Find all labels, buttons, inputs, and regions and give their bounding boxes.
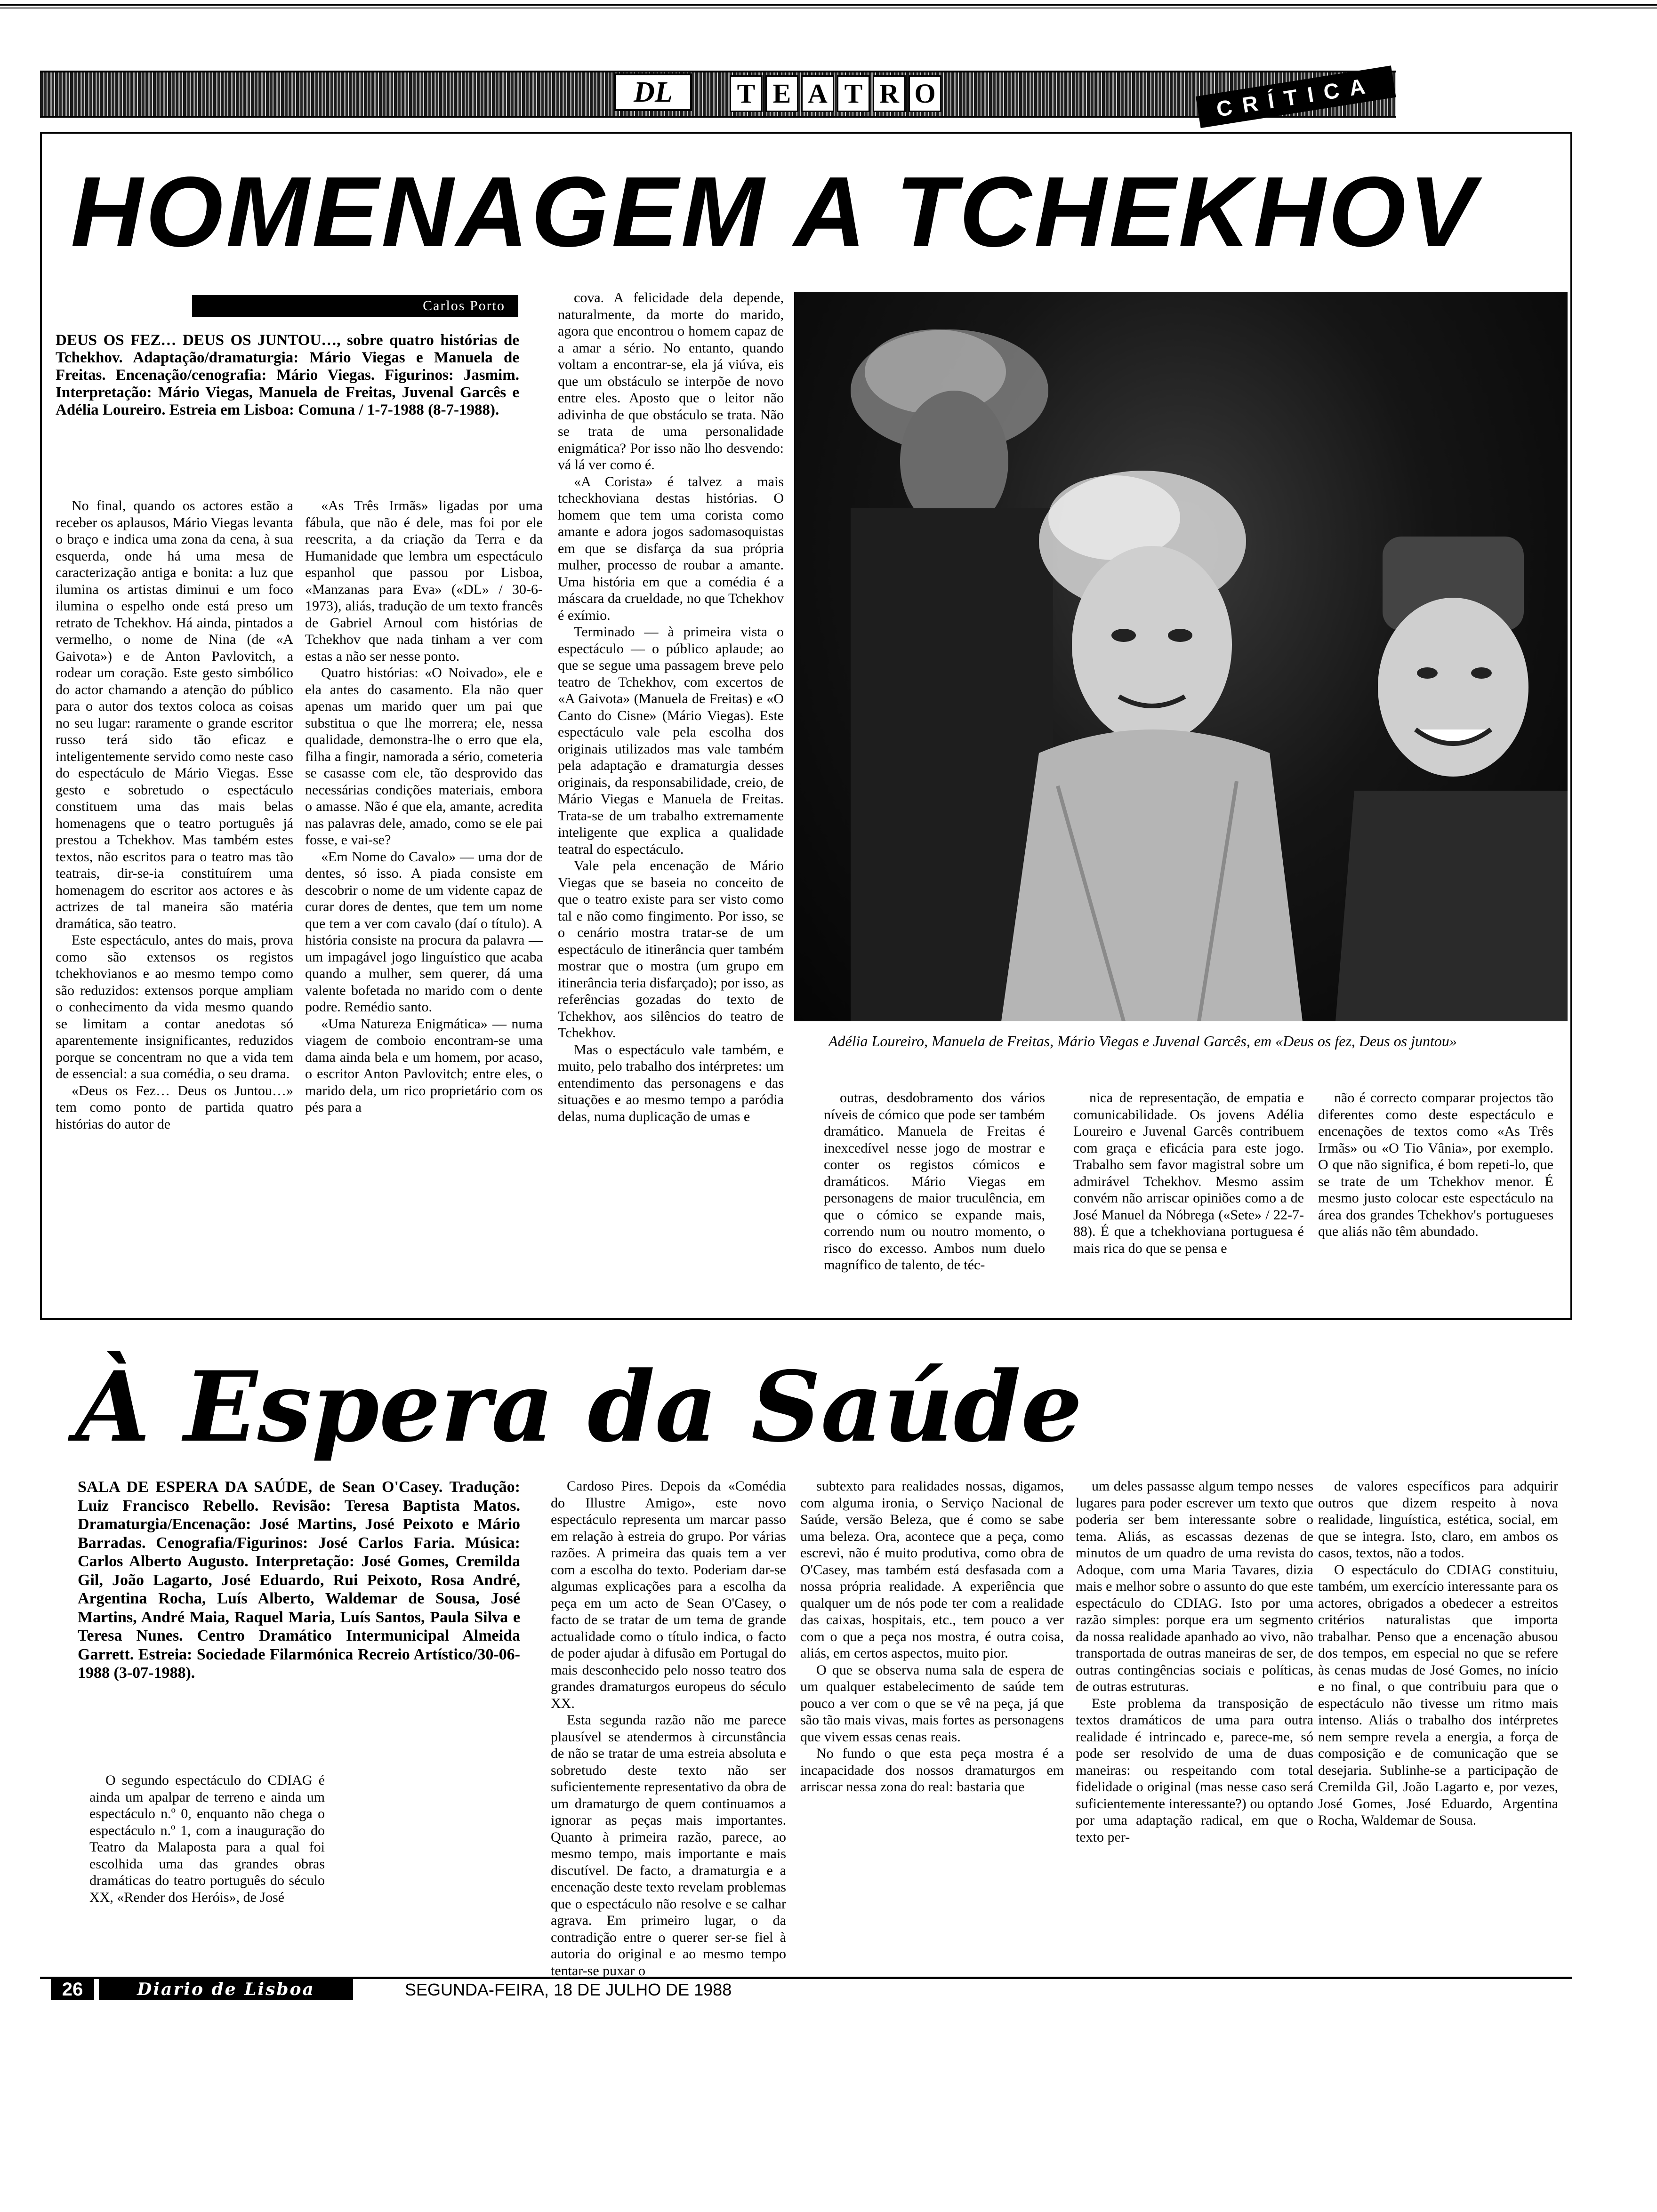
article-paragraph: outras, desdobramento dos vários níveis de cómico que pode ser também dramático. Manuela de Freitas é inexcedível nesse jogo de mostrar e conter os registos cómicos e dramáticos. Mário Viegas em personagens de maior truculência, em que o cómico se expande mais, correndo num ou noutro momento, o risco do excesso. Ambos num duelo magnífico de talento, de téc- — [824, 1090, 1045, 1273]
article-paragraph: Cardoso Pires. Depois da «Comédia do Illustre Amigo», este novo espectáculo representa um marcar passo em relação à estreia do grupo. Por várias razões. A primeira das quais tem a ver com a escolha do texto. Poderiam dar-se algumas explicações para a escolha da peça em um acto de Sean O'Casey, o facto de se tratar de um tema de grande actualidade como o título indica, o facto de poder ajudar à difusão em Portugal do mais desconhecido pelo nosso teatro dos grandes dramaturgos europeus do século XX. — [551, 1478, 786, 1711]
article-paragraph: nica de representação, de empatia e comunicabilidade. Os jovens Adélia Loureiro e Juvenal Garcês contribuem com graça e eficácia para este jogo. Trabalho sem favor magistral sobre um admirável Tchekhov. Mesmo assim convém não arriscar opiniões como a de José Manuel da Nóbrega («Sete» / 22-7-88). É que a tchekhoviana portuguesa é mais rica do que se pensa e — [1073, 1090, 1304, 1256]
article-paragraph: O segundo espectáculo do CDIAG é ainda um apalpar de terreno e ainda um espectáculo n.º 0, enquanto não chega o espectáculo n.º 1, com a inauguração do Teatro da Malaposta para a qual foi escolhida uma das grandes obras dramáticas do teatro português do século XX, «Render dos Heróis», de José — [89, 1772, 325, 1905]
article-paragraph: O que se observa numa sala de espera de um qualquer estabelecimento de saúde tem pouco a ver com o que se vê na peça, já que são tão mais vivas, mais fortes as personagens que vivem essas cenas reais. — [800, 1662, 1064, 1745]
section-band — [40, 71, 1396, 118]
article-column — [800, 1478, 1064, 1972]
article-paragraph: No fundo o que esta peça mostra é a incapacidade dos nossos dramaturgos em arriscar nessa zona do real: bastaria que — [800, 1746, 1064, 1795]
article-paragraph: de valores específicos para adquirir outros que dizem respeito à nova realidade, linguística, estética, social, em que se integra. Isto, claro, em ambos os casos, textos, não a todos. — [1318, 1478, 1558, 1561]
article-headline: À Espera da Saúde — [75, 1351, 1083, 1464]
section-title-letter: O — [909, 75, 941, 112]
article-paragraph: um deles passasse algum tempo nesses lugares para poder escrever um texto que poderia ser bem interessante sobre o tema. Aliás, as escassas dezenas de minutos de um quadro de uma revista do Adoque, com uma Maria Tavares, dizia mais e melhor sobre o assunto do que este espectáculo do CDIAG. Isto por uma razão simples: porque era um segmento da nossa realidade apanhado ao vivo, não transportada de outras maneiras de ser, de outras contingências sociais e políticas, de outras estruturas. — [1076, 1478, 1313, 1694]
photo-caption: Adélia Loureiro, Manuela de Freitas, Mário Viegas e Juvenal Garcês, em «Deus os fez, Deus os juntou» — [828, 1033, 1457, 1050]
article-headline: HOMENAGEM A TCHEKHOV — [71, 156, 1478, 267]
article-paragraph: «Uma Natureza Enigmática» — numa viagem de comboio encontram-se uma dama ainda bela e um homem, por acaso, o escritor Anton Pavlovitch; entre eles, o marido dela, um rico proprietário com os pés para a — [305, 1016, 543, 1115]
article-paragraph: «Deus os Fez… Deus os Juntou…» tem como ponto de partida quatro histórias do autor de — [56, 1082, 293, 1132]
article-column — [1073, 1090, 1304, 1320]
article-paragraph: subtexto para realidades nossas, digamos, com alguma ironia, o Serviço Nacional de Saúde, versão Beleza, que é como se sabe uma beleza. Ora, acontece que a peça, como escrevi, não é muito produtiva, como obra de O'Casey, mas também está desfasada com a nossa própria realidade. A experiência que qualquer um de nós pode ter com a realidade das caixas, hospitais, etc., tem pouco a ver com o que a peça nos mostra, é outra coisa, aliás, em certos aspectos, muito pior. — [800, 1478, 1064, 1661]
article-paragraph: não é correcto comparar projectos tão diferentes como deste espectáculo e encenações de textos como «As Três Irmãs» ou «O Tio Vânia», por exemplo. O que não significa, é bom repeti-lo, que se trate de um Tchekhov menor. É mesmo justo colocar este espectáculo na área dos grandes Tchekhov's portugueses que aliás não têm abundado. — [1318, 1090, 1553, 1239]
article-column — [334, 1772, 555, 1970]
section-title-letter: R — [873, 75, 906, 112]
article-paragraph: Terminado — à primeira vista o espectáculo — o público aplaude; ao que se segue uma passagem breve pelo teatro de Tchekhov, com excertos de «A Gaivota» (Manuela de Freitas) e «O Canto do Cisne» (Mário Viegas). Este espectáculo vale pela escolha dos originais utilizados mas vale também pela adaptação e dramaturgia desses originais, da responsabilidade, creio, de Mário Viegas e Manuela de Freitas. Trata-se de um trabalho extremamente inteligente que explica a qualidade teatral do espectáculo. — [558, 624, 784, 857]
article-paragraph: Este espectáculo, antes do mais, prova como são extensos os registos tchekhovianos e ao mesmo tempo como são reduzidos: extensos porque ampliam o conhecimento da vida mesmo quando se limitam a contar anedotas só aparentemente insignificantes, reduzidos porque se concentram no que a vida tem de essencial: a sua comédia, o seu drama. — [56, 932, 293, 1082]
critica-ribbon: CRÍTICA — [1196, 65, 1396, 128]
article-paragraph: No final, quando os actores estão a receber os aplausos, Mário Viegas levanta o braço e indica uma zona da cena, à sua esquerda, onde há uma mesa de caracterização antiga e bonita: a luz que ilumina os artistas diminui e um foco ilumina o espelho onde está preso um retrato de Tchekhov. Há ainda, pintados a vermelho, o nome de Nina (de «A Gaivota») e de Anton Pavlovitch, a rodear um coração. Este gesto simbólico do actor chamando a atenção do público para o autor dos textos coloca as coisas no seu lugar: raramente o grande escritor russo terá sido tão eficaz e inteligentemente servido como neste caso do espectáculo de Mário Viegas. Esse gesto e sobretudo o espectáculo constituem uma das mais belas homenagens que o teatro português já prestou a Tchekhov. Mas também estes textos, não escritos para o teatro mas tão teatrais, dir-se-ia constituírem uma homenagem do escritor aos actores e às actrizes de tal maneira são matéria dramática, são teatro. — [56, 498, 293, 931]
article-column — [56, 497, 293, 1321]
article-paragraph: Quatro histórias: «O Noivado», ele e ela antes do casamento. Ela não quer apenas um marido quer um pai que substitua o que lhe morrera; ele, nessa qualidade, demonstra-lhe o erro que ela, filha a fingir, namorada a sério, cometeria se casasse com ele, tão desprovido das necessárias condições materiais, embora o amasse. Não é que ela, amante, acredita nas palavras dele, amado, como se ele pai fosse, e vai-se? — [305, 665, 543, 848]
article-column — [824, 1090, 1045, 1320]
article-column — [551, 1478, 786, 1979]
article-column — [89, 1772, 325, 1970]
section-title-letter: A — [801, 75, 834, 112]
section-title-letter: T — [730, 75, 763, 112]
page-number: 26 — [51, 1979, 94, 2000]
section-title-letter: E — [765, 75, 798, 112]
article-paragraph: cova. A felicidade dela depende, naturalmente, da morte do marido, agora que encontrou o homem capaz de a amar a sério. No entanto, quando voltam a encontrar-se, ela já viúva, eis que um obstáculo se interpõe de novo entre eles. Aposto que o leitor não adivinha de que obstáculo se trata. Não se trata de uma personalidade enigmática? Por isso não lho desvendo: vá lá ver como é. — [558, 290, 784, 473]
article-paragraph: O espectáculo do CDIAG constituiu, também, um exercício interessante para os actores, obrigados a obedecer a estreitos critérios naturalistas que importa trabalhar. Penso que a encenação abusou dos tempos, em especial no que se refere às cenas mudas de José Gomes, no início e no final, o que contribuiu para que o espectáculo não tivesse um ritmo mais intenso. Aliás o trabalho dos intérpretes nem sempre revela a energia, a força de composição e de comunicação que se desejaria. Sublinhe-se a participação de Cremilda Gil, João Lagarto e, por vezes, José Gomes, José Eduardo, Argentina Rocha, Waldemar de Sousa. — [1318, 1562, 1558, 1828]
article-paragraph: Mas o espectáculo vale também, e muito, pelo trabalho dos intérpretes: um entendimento das personagens e das situações e ao mesmo tempo a paródia delas, numa duplicação de umas e — [558, 1042, 784, 1124]
byline: Carlos Porto — [192, 295, 518, 317]
masthead: Diario de Lisboa — [99, 1979, 353, 2000]
article-column — [1076, 1478, 1313, 1972]
article-paragraph: Este problema da transposição de textos dramáticos de uma para outra realidade é intrincado e, parece-me, só pode ser resolvido de uma de duas maneiras: ou respeitando com total fidelidade o original (mas nesse caso será suficientemente interessante?) ou optando por uma adaptação radical, em que o texto per- — [1076, 1695, 1313, 1845]
article-paragraph: «Em Nome do Cavalo» — uma dor de dentes, só isso. A piada consiste em descobrir o nome de um vidente capaz de curar dores de dentes, que tem um nome que tem a ver com cavalo (daí o título). A história consiste na procura da palavra — um impagável jogo linguístico que acaba quando a mulher, sem querer, dá uma valente bofetada no marido com o dente podre. Remédio santo. — [305, 849, 543, 1015]
article-column — [558, 289, 784, 1320]
article-column — [1318, 1090, 1553, 1320]
issue-date: SEGUNDA-FEIRA, 18 DE JULHO DE 1988 — [405, 1980, 732, 1999]
section-title-letter: T — [837, 75, 870, 112]
article-paragraph: Esta segunda razão não me parece plausível se atendermos à circunstância de não se tratar de uma estreia absoluta e sobretudo deste texto não ser suficientemente representativo da obra de um dramaturgo de quem continuamos a ignorar as peças mais importantes. Quanto à primeira razão, parece, ao mesmo tempo, mais importante e mais discutível. De facto, a dramaturgia e a encenação deste texto revelam problemas que o espectáculo não resolve e se calhar agrava. Em primeiro lugar, o da contradição entre o querer ser-se fiel à autoria do original e ao mesmo tempo tentar-se puxar o — [551, 1712, 786, 1979]
article-credits: SALA DE ESPERA DA SAÚDE, de Sean O'Casey. Tradução: Luiz Francisco Rebello. Revisão: Teresa Baptista Matos. Dramaturgia/Encenação: José Martins, José Peixoto e Mário Barradas. Cenografia/Figurinos: José Carlos Faria. Música: Carlos Alberto Augusto. Interpretação: José Gomes, Cremilda Gil, João Lagarto, José Eduardo, Rui Peixoto, Rosa André, Argentina Rocha, Luís Alberto, Waldemar de Sousa, José Martins, André Maia, Raquel Maria, Luís Santos, Paula Silva e Teresa Nunes. Centro Dramático Intermunicipal Almeida Garrett. Estreia: Sociedade Filarmónica Recreio Artístico/30-06-1988 (3-07-1988). — [78, 1478, 520, 1682]
article-paragraph: «As Três Irmãs» ligadas por uma fábula, que não é dele, mas foi por ele reescrita, a da criação da Terra e da Humanidade que lembra um espectáculo espanhol que passou por Lisboa, «Manzanas para Eva» («DL» / 30-6-1973), aliás, tradução de um texto francês de Gabriel Arnoul com histórias de Tchekhov que nada tinham a ver com estas a não ser nesse ponto. — [305, 498, 543, 664]
article-photo — [794, 292, 1568, 1021]
article-paragraph: «A Corista» é talvez a mais tcheckhoviana destas histórias. O homem que tem uma corista como amante e adora jogos sadomasoquistas em que se disfarça da sua própria mulher, processo de roubar a amante. Uma história em que a comédia é a máscara da crueldade, no que Tchekhov é exímio. — [558, 473, 784, 623]
article-paragraph: Vale pela encenação de Mário Viegas que se baseia no conceito de que o teatro existe para ser visto como tal e não como fingimento. Por isso, se o cenário mostra tratar-se de um espectáculo de itinerância quer também mostrar que o mostra (um grupo em itinerância teria disfarçado); por isso, as referências gozadas do texto de Tchekhov, aos silêncios do teatro de Tchekhov. — [558, 858, 784, 1041]
photo-figures — [794, 292, 1568, 1021]
article-column — [305, 497, 543, 1321]
top-rule — [0, 4, 1657, 6]
article-column — [1318, 1478, 1558, 1972]
article-credits: DEUS OS FEZ… DEUS OS JUNTOU…, sobre quatro histórias de Tchekhov. Adaptação/dramaturgia: Mário Viegas e Manuela de Freitas. Encenação/cenografia: Mário Viegas. Figurinos: Jasmim. Interpretação: Mário Viegas, Manuela de Freitas, Juvenal Garcês e Adélia Loureiro. Estreia em Lisboa: Comuna / 1-7-1988 (8-7-1988). — [56, 332, 519, 418]
section-logo: DL — [614, 73, 692, 111]
